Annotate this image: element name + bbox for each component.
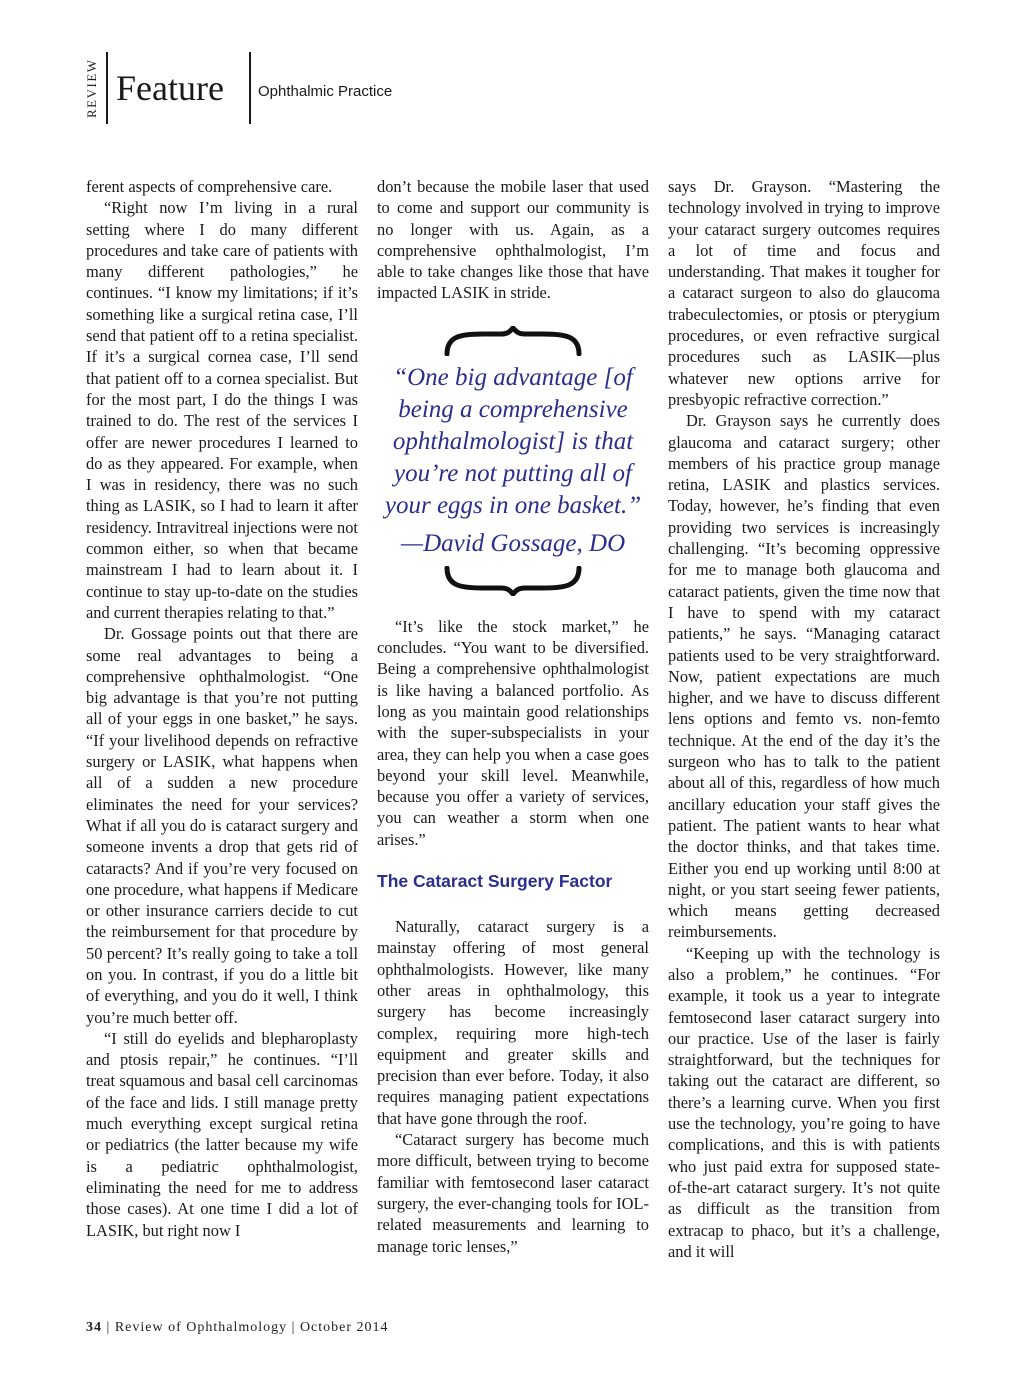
- paragraph: “It’s like the stock market,” he concludes. “You want to be diversified. Being a comprehensive ophthalmologist is like having a balanced portfolio. As long as you maintain good relationships with the super-subspecialists in your area, they can help you when a case goes beyond your skill level. Meanwhile, because you offer a variety of services, you can weather a storm when one arises.”: [377, 616, 649, 849]
- paragraph: “I still do eyelids and blepharoplasty and ptosis repair,” he continues. “I’ll treat squamous and basal cell carcinomas of the face and lids. I still manage pretty much everything except surgical retina or pediatrics (the latter because my wife is a pediatric ophthalmologist, eliminating the need for me to address those cases). At one time I did a lot of LASIK, but right now I: [86, 1028, 358, 1240]
- header-divider-left: [106, 52, 108, 124]
- column-3: [668, 176, 940, 1262]
- footer-separator: |: [106, 1320, 111, 1335]
- paragraph: “Right now I’m living in a rural setting where I do many different procedures and take care of patients with many different pathologies,” he continues. “I know my limitations; if it’s something like a surgical retina case, I’ll send that patient off to a retina specialist. If it’s a surgical cornea case, I’ll send that patient off to a cornea specialist. But for the most part, I do the things I was trained to do. The rest of the services I offer are newer procedures I learned to do as they appeared. For example, when I was in residency, there was no such thing as LASIK, so I had to learn it after residency. Intravitreal injections were not common either, so when that became mainstream I had to learn about it. I continue to stay up-to-date on the studies and current therapies relating to that.”: [86, 198, 358, 622]
- magazine-vertical-label: REVIEW: [84, 58, 99, 118]
- paragraph: don’t because the mobile laser that used to come and support our community is no longer with us. Again, as a comprehensive ophthalmologist, I’m able to take changes like those that have impacted LASIK in stride.: [377, 177, 649, 303]
- paragraph: “Cataract surgery has become much more difficult, between trying to become familiar with femtosecond laser cataract surgery, the ever-changing tools for IOL-related measurements and learning to manage toric lenses,”: [377, 1130, 649, 1256]
- footer-magazine: Review of Ophthalmology: [114, 1320, 288, 1335]
- subheading: The Cataract Surgery Factor: [377, 871, 613, 892]
- paragraph: Naturally, cataract surgery is a mainstay offering of most general ophthalmologists. However, like many other areas in ophthalmology, this surgery has become increasingly complex, requiring more high-tech equipment and greater skills and precision than ever before. Today, it also requires managing patient expectations that have gone through the roof.: [377, 917, 649, 1128]
- pull-quote: [377, 326, 649, 596]
- paragraph: Dr. Grayson says he currently does glaucoma and cataract surgery; other members of his practice group manage retina, LASIK and plastics services. Today, however, he’s finding that even providing two services is increasingly challenging. “It’s becoming oppressive for me to manage both glaucoma and cataract patients, given the time now that I have to spend with my cataract patients,” he says. “Managing cataract patients used to be very straightforward. Now, patient expectations are much higher, and we have to discuss different lens options and femto vs. non-femto technique. At the end of the day it’s the surgeon who has to talk to the patient about all of this, regardless of how much ancillary education your staff gives the patient. The patient wants to hear what the doctor thinks, and that takes time. Either you end up working until 8:00 at night, or you start seeing fewer patients, which means getting decreased reimbursements.: [668, 411, 940, 942]
- footer-date: October 2014: [299, 1320, 389, 1335]
- feature-label: Feature: [116, 68, 224, 108]
- brace-top-icon: [443, 326, 583, 356]
- paragraph: Dr. Gossage points out that there are some real advantages to being a comprehensive ophthalmologist. “One big advantage is that you’re not putting all of your eggs in one basket,” he says. “If your livelihood depends on refractive surgery or LASIK, what happens when all of a sudden a new procedure eliminates the need for your services? What if all you do is cataract surgery and someone invents a drop that gets rid of cataracts? And if you’re very focused on one procedure, what happens if Medicare or other insurance carriers decide to cut the reimbursement for that procedure by 50 percent? It’s really going to take a toll on you. In contrast, if you do a little bit of everything, and you do it well, I think you’re much better off.: [86, 624, 358, 1027]
- footer-separator: |: [291, 1320, 296, 1335]
- page-number: 34: [86, 1320, 102, 1335]
- header-divider-right: [249, 52, 251, 124]
- paragraph: “Keeping up with the technology is also a problem,” he continues. “For example, it took us a year to integrate femtosecond laser cataract surgery into our practice. Use of the laser is fairly straightforward, but the techniques for taking out the cataract are different, so there’s a learning curve. When you first use the technology, you’re going to have complications, and this is with patients who just paid extra for supposed state-of-the-art cataract surgery. It’s not quite as difficult as the transition from extracap to phaco, but it’s a challenge, and it will: [668, 943, 940, 1261]
- pull-quote-text: “One big advantage [of being a comprehensive ophthalmologist] is that you’re not putting all of your eggs in one basket.”: [384, 363, 642, 519]
- column-2: [377, 176, 649, 1257]
- brace-bottom-icon: [443, 566, 583, 596]
- column-1: [86, 176, 358, 1241]
- paragraph: says Dr. Grayson. “Mastering the technology involved in trying to improve your cataract surgery outcomes requires a lot of time and focus and understanding. That makes it tougher for a cataract surgeon to also do glaucoma trabeculectomies, or ptosis or pterygium procedures, or even refractive surgical procedures such as LASIK—plus whatever new options arrive for presbyopic refractive correction.”: [668, 177, 940, 409]
- page-footer: [86, 1320, 389, 1336]
- paragraph: ferent aspects of comprehensive care.: [86, 177, 333, 196]
- section-label: Ophthalmic Practice: [258, 83, 393, 100]
- page-header: [84, 52, 504, 124]
- pull-quote-attribution: —David Gossage, DO: [400, 529, 626, 557]
